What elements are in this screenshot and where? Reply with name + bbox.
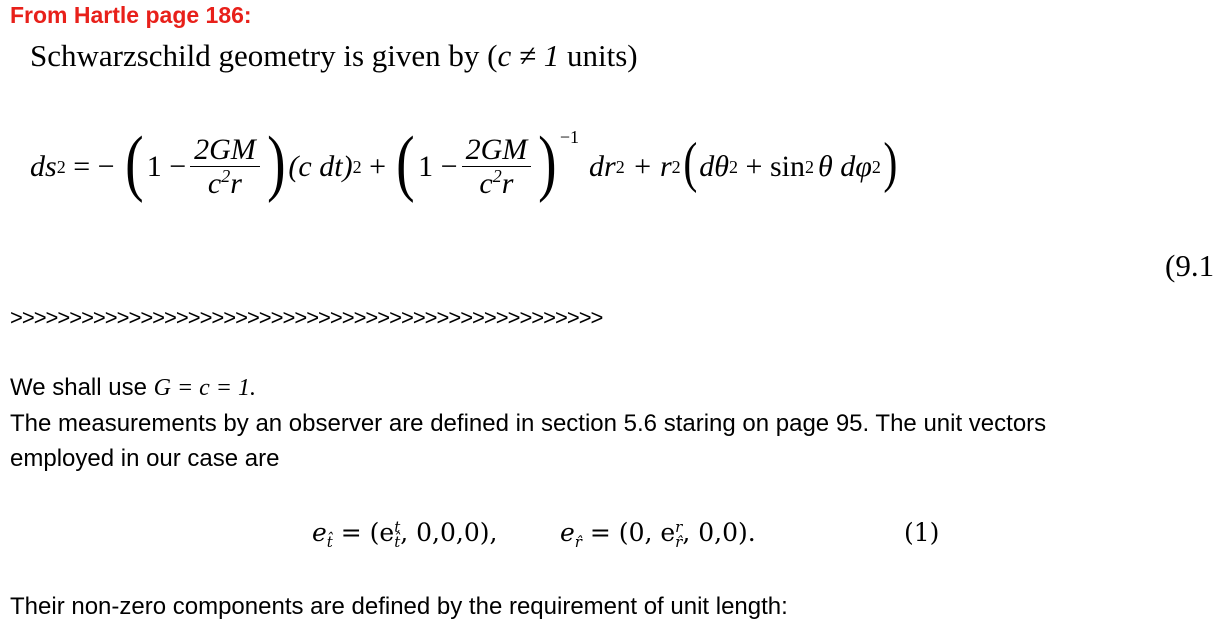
frac-den-1: $c^2r$ xyxy=(207,165,242,200)
unit-vector-e-t: $e_{t̂} = (e$ t t̂ , 0,0,0), xyxy=(312,517,498,551)
separator-arrows: >>>>>>>>>>>>>>>>>>>>>>>>>>>>>>>>>>>>>>>>>>>>>>>>>> xyxy=(10,305,603,330)
unit-vector-e-r: $e_{r̂} = (0$, e r r̂ , 0,0). xyxy=(560,517,756,551)
left-paren-3: ( xyxy=(682,132,697,194)
paragraph-line-4: Their non-zero components are defined by the requirement of unit length: xyxy=(10,593,788,620)
equation-number-9-1: (9.1 xyxy=(1165,248,1215,283)
eq-theta-dphi: θ dφ xyxy=(817,150,872,183)
eq-cdt: (c dt) xyxy=(288,150,353,183)
eq-plus-1: + xyxy=(361,150,394,183)
eq-sin: + sin xyxy=(738,150,805,183)
intro-suffix: units) xyxy=(559,38,638,73)
eq-lhs: ds xyxy=(30,150,57,183)
eq-dr-exp: 2 xyxy=(615,156,625,177)
schwarzschild-metric-equation xyxy=(30,112,899,222)
intro-sentence xyxy=(30,38,638,74)
left-paren-1: ( xyxy=(125,122,144,204)
eq-lhs-exp: 2 xyxy=(56,156,66,177)
fraction-2gm-2 xyxy=(462,134,532,200)
eq-sin-exp: 2 xyxy=(804,156,814,177)
eq-inverse-exp: −1 xyxy=(559,126,580,147)
eq-dtheta-exp: 2 xyxy=(729,156,739,177)
right-paren-1: ) xyxy=(266,122,286,204)
eq-dtheta: dθ xyxy=(699,150,730,183)
eq-dphi-exp: 2 xyxy=(871,156,881,177)
eq-dr: dr xyxy=(589,150,616,183)
eq-one-minus-2: 1 − xyxy=(418,150,458,183)
eq-r2-exp: 2 xyxy=(671,156,681,177)
eq-r2: + r xyxy=(624,150,672,183)
frac-den-2: $c^2r$ xyxy=(479,165,514,200)
fraction-2gm-1 xyxy=(190,134,260,200)
eq-one-minus-1: 1 − xyxy=(146,150,187,183)
frac-num-2: 2GM xyxy=(462,134,532,167)
page-heading: From Hartle page 186: xyxy=(10,2,252,28)
eq-equals: = − xyxy=(65,150,123,183)
units-math: G = c = 1. xyxy=(153,375,256,401)
right-paren-3: ) xyxy=(883,132,898,194)
paragraph-line-2: The measurements by an observer are defined in section 5.6 staring on page 95. The unit vectors xyxy=(10,410,1047,437)
right-paren-2: ) xyxy=(538,122,557,204)
intro-math: c ≠ 1 xyxy=(497,38,560,73)
equation-number-1: (1) xyxy=(904,518,940,547)
left-paren-2: ( xyxy=(396,122,416,204)
paragraph-line-3: employed in our case are xyxy=(10,445,280,472)
units-prefix: We shall use xyxy=(10,374,154,401)
frac-num-1: 2GM xyxy=(190,134,260,167)
units-sentence xyxy=(10,370,256,406)
eq-cdt-exp: 2 xyxy=(352,156,362,177)
intro-text: Schwarzschild geometry is given by ( xyxy=(30,38,498,73)
